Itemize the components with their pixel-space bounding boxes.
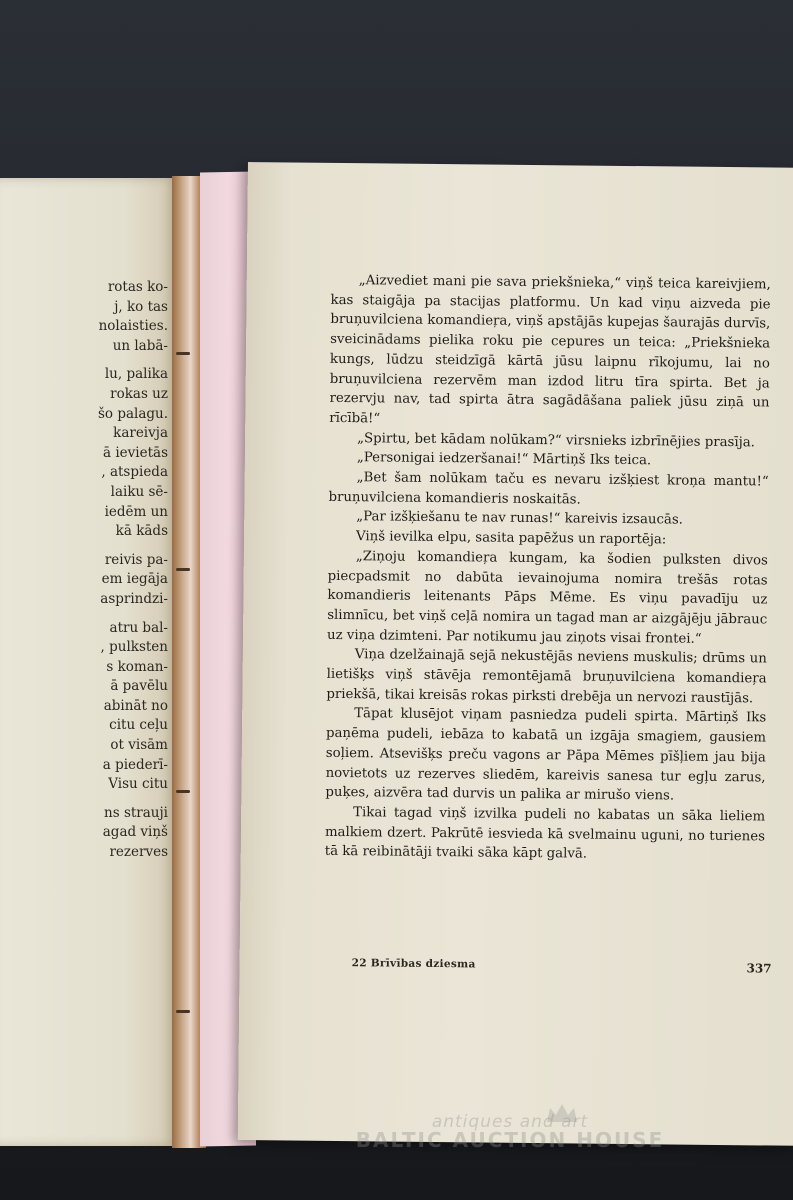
- crown-icon: [545, 1102, 579, 1124]
- paragraph: „Bet šam nolūkam taču es nevaru izšķiest kroņa mantu!“ bruņuvilciena komandieris noskaitās.: [328, 470, 769, 508]
- left-line: ns strauji: [104, 804, 168, 821]
- page-body-text: [325, 271, 771, 867]
- left-line: citu ceļu: [109, 717, 168, 734]
- left-gap: [0, 795, 168, 804]
- left-line: s koman-: [106, 658, 168, 675]
- left-line: un labā-: [112, 337, 168, 354]
- left-line: kā kāds: [115, 523, 168, 540]
- binding-stitch: [176, 1010, 190, 1013]
- left-line: nolaisties.: [98, 318, 168, 335]
- left-gap: [0, 356, 168, 365]
- left-line: em iegāja: [101, 571, 168, 588]
- left-line: kareivja: [113, 425, 168, 442]
- watermark-line-1: antiques and art: [431, 1112, 589, 1132]
- watermark: [300, 1112, 720, 1152]
- left-line: agad viņš: [102, 824, 168, 841]
- left-line: rotas ko-: [107, 279, 168, 295]
- paragraph: Viņš ievilka elpu, sasita papēžus un raportēja:: [356, 529, 667, 548]
- left-line: , pulksten: [100, 639, 168, 656]
- left-line: ot visām: [110, 737, 168, 754]
- left-line: lu, palika: [104, 366, 168, 383]
- left-line: j, ko tas: [114, 298, 168, 315]
- left-line: , atspieda: [101, 464, 168, 481]
- left-gap: [0, 542, 168, 551]
- signature-mark: 22 Brīvības dziesma: [351, 957, 476, 971]
- watermark-line-2: BALTIC AUCTION HOUSE: [355, 1128, 665, 1152]
- paragraph: „Par izšķiešanu te nav runas!“ kareivis izsaucās.: [356, 509, 684, 529]
- binding-stitch: [176, 790, 190, 793]
- paragraph: „Ziņoju komandieŗa kungam, ka šodien pulksten divos piecpadsmit no dabūta ievainojuma nomira trešās rotas komandieris leitenants Pāps Mēme. Es viņu pavadīju uz slimnīcu, bet viņš ceļā nomira un tagad man ar aizgājēju jābrauc uz viņa dzimteni. Par notikumu jau ziņots visai frontei.“: [326, 548, 768, 647]
- page-number: 337: [746, 961, 772, 976]
- paragraph: Tāpat klusējot viņam pasniedza pudeli spirta. Mārtiņš Iks paņēma pudeli, iebāza to kabatā un izgāja smagiem, gausiem soļiem. Atsevišķs preču vagons ar Pāpa Mēmes pīšļiem jau bija novietots uz rezerves sliedēm, kareivis sanesa tur egļu zarus, puķes, aizvēra tad durvis un palika ar mirušo viens.: [325, 706, 767, 804]
- left-page-text: [0, 278, 168, 863]
- left-line: atru bal-: [109, 619, 168, 636]
- left-line: rezerves: [109, 844, 168, 861]
- left-line: Visu citu: [108, 776, 168, 793]
- binding-stitch: [176, 352, 190, 355]
- left-gap: [0, 610, 168, 619]
- paragraph: „Spirtu, bet kādam nolūkam?“ virsnieks izbrīnējies prasīja.: [357, 430, 755, 450]
- paragraph: Viņa dzelžainajā sejā nekustējās neviens muskulis; drūms un lietišķs viņš stāvēja remontējamā bruņuvilciena komandieŗa priekšā, tikai kreisās rokas pirksti drebēja un nervozi raustījās.: [326, 647, 767, 707]
- left-line: asprindzi-: [100, 590, 168, 607]
- left-line: ā pavēlu: [110, 678, 168, 695]
- left-line: laiku sē-: [110, 483, 168, 500]
- left-line: rokas uz: [110, 385, 168, 402]
- left-line: reivis pa-: [104, 551, 168, 568]
- binding-stitch: [176, 568, 190, 571]
- right-page: [238, 162, 793, 1146]
- paragraph: Tikai tagad viņš izvilka pudeli no kabatas un sāka lieliem malkiem dzert. Pakrūtē iesvieda kā svelmainu uguni, no turienes tā kā reibinātāji tvaiki sāka kāpt galvā.: [324, 805, 766, 862]
- left-page: [0, 178, 178, 1146]
- left-line: iedēm un: [104, 503, 168, 520]
- paragraph: „Aizvediet mani pie sava priekšnieka,“ viņš teica kareivjiem, kas staigāja pa stacijas platformu. Un kad viņu aizveda pie bruņuvilciena komandieŗa, viņš apstājās kupejas šaurajās durvīs, sveicinādams pielika roku pie cepures un teica: „Priekšnieka kungs, lūdzu steidzīgā kārtā jūsu laipnu rīkojumu, lai no bruņuvilciena rezervēm man izdod litru tīra spirta. Bet ja rezervju nav, tad spirta ātra sagādāšana paliek jūsu ziņā un rīcībā!“: [329, 273, 771, 427]
- left-line: šo palagu.: [97, 405, 168, 422]
- page-footer: [351, 957, 772, 976]
- left-line: ā ievietās: [103, 444, 168, 461]
- left-line: a piederī-: [102, 756, 168, 773]
- left-line: abināt no: [103, 697, 168, 714]
- paragraph: „Personigai iedzeršanai!“ Mārtiņš Iks teica.: [356, 450, 652, 469]
